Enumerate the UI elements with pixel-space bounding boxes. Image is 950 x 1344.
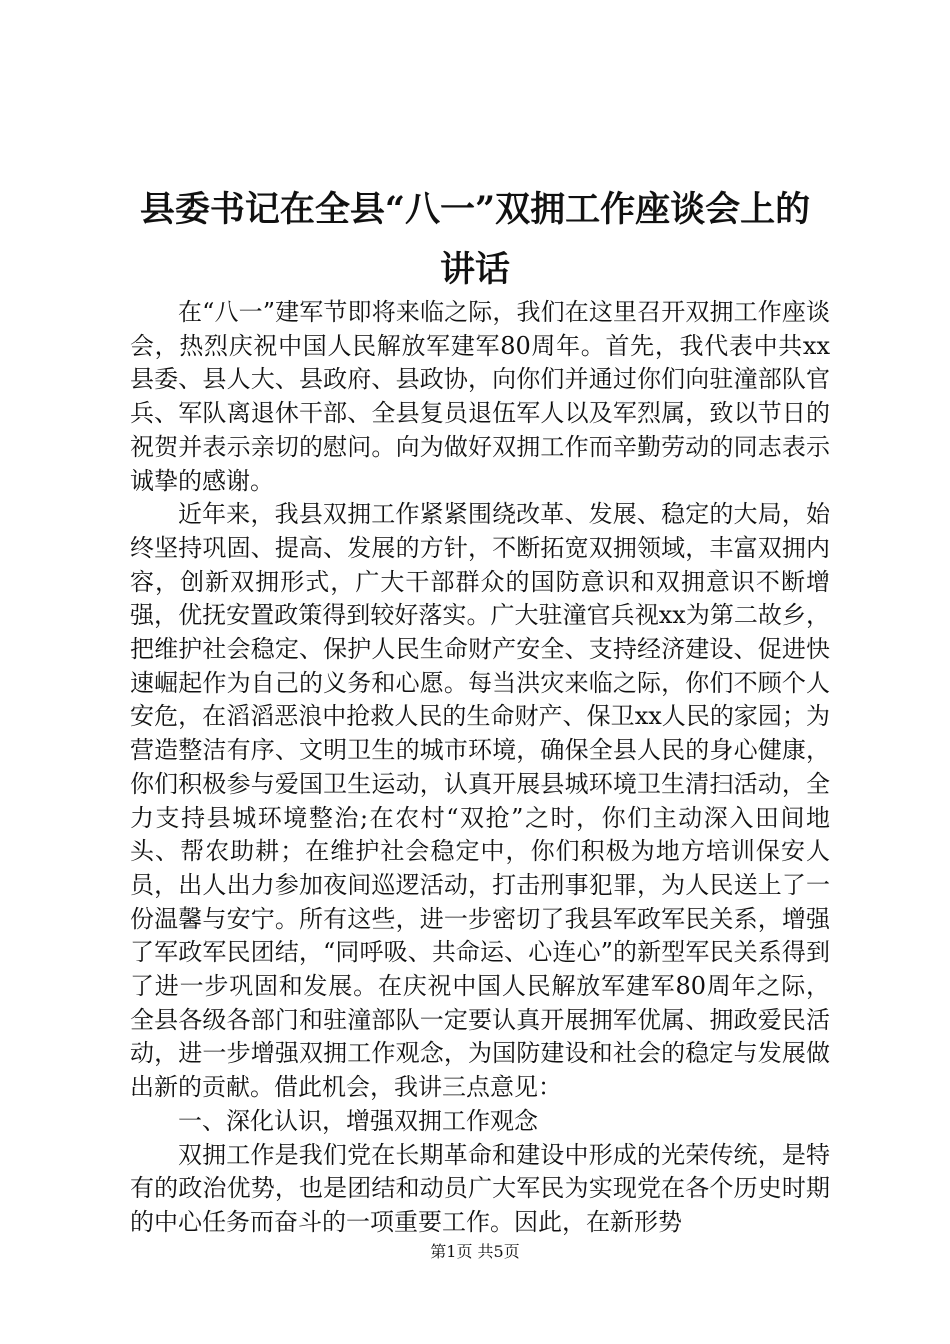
- page-footer: 第1页 共5页: [430, 1242, 520, 1261]
- paragraph-achievements: 近年来，我县双拥工作紧紧围绕改革、发展、稳定的大局，始终坚持巩固、提高、发展的方针，不断拓宽双拥领域，丰富双拥内容，创新双拥形式，广大干部群众的国防意识和双拥意识不断增强，优抚安置政策得到较好落实。广大驻潼官兵视xx为第二故乡，把维护社会稳定、保护人民生命财产安全、支持经济建设、促进快速崛起作为自己的义务和心愿。每当洪灾来临之际，你们不顾个人安危，在滔滔恶浪中抢救人民的生命财产、保卫xx人民的家园；为营造整洁有序、文明卫生的城市环境，确保全县人民的身心健康，你们积极参与爱国卫生运动，认真开展县城环境卫生清扫活动，全力支持县城环境整治;在农村“双抢”之时，你们主动深入田间地头、帮农助耕；在维护社会稳定中，你们积极为地方培训保安人员，出人出力参加夜间巡逻活动，打击刑事犯罪，为人民送上了一份温馨与安宁。所有这些，进一步密切了我县军政军民关系，增强了军政军民团结，“同呼吸、共命运、心连心”的新型军民关系得到了进一步巩固和发展。在庆祝中国人民解放军建军80周年之际，全县各级各部门和驻潼部队一定要认真开展拥军优属、拥政爱民活动，进一步增强双拥工作观念，为国防建设和社会的稳定与发展做出新的贡献。借此机会，我讲三点意见：: [130, 500, 830, 1102]
- document-title-line-1: 县委书记在全县“八一”双拥工作座谈会上的: [139, 189, 811, 230]
- document-title-line-2: 讲话: [439, 249, 510, 290]
- document-body: [130, 296, 830, 1240]
- paragraph-intro: 在“八一”建军节即将来临之际，我们在这里召开双拥工作座谈会，热烈庆祝中国人民解放军建军80周年。首先，我代表中共xx县委、县人大、县政府、县政协，向你们并通过你们向驻潼部队官兵、军队离退休干部、全县复员退伍军人以及军烈属，致以节日的祝贺并表示亲切的慰问。向为做好双拥工作而辛勤劳动的同志表示诚挚的感谢。: [130, 298, 830, 495]
- paragraph-section-1: 双拥工作是我们党在长期革命和建设中形成的光荣传统，是特有的政治优势，也是团结和动员广大军民为实现党在各个历史时期的中心任务而奋斗的一项重要工作。因此，在新形势: [130, 1140, 830, 1236]
- section-heading-1: 一、深化认识，增强双拥工作观念: [178, 1106, 538, 1135]
